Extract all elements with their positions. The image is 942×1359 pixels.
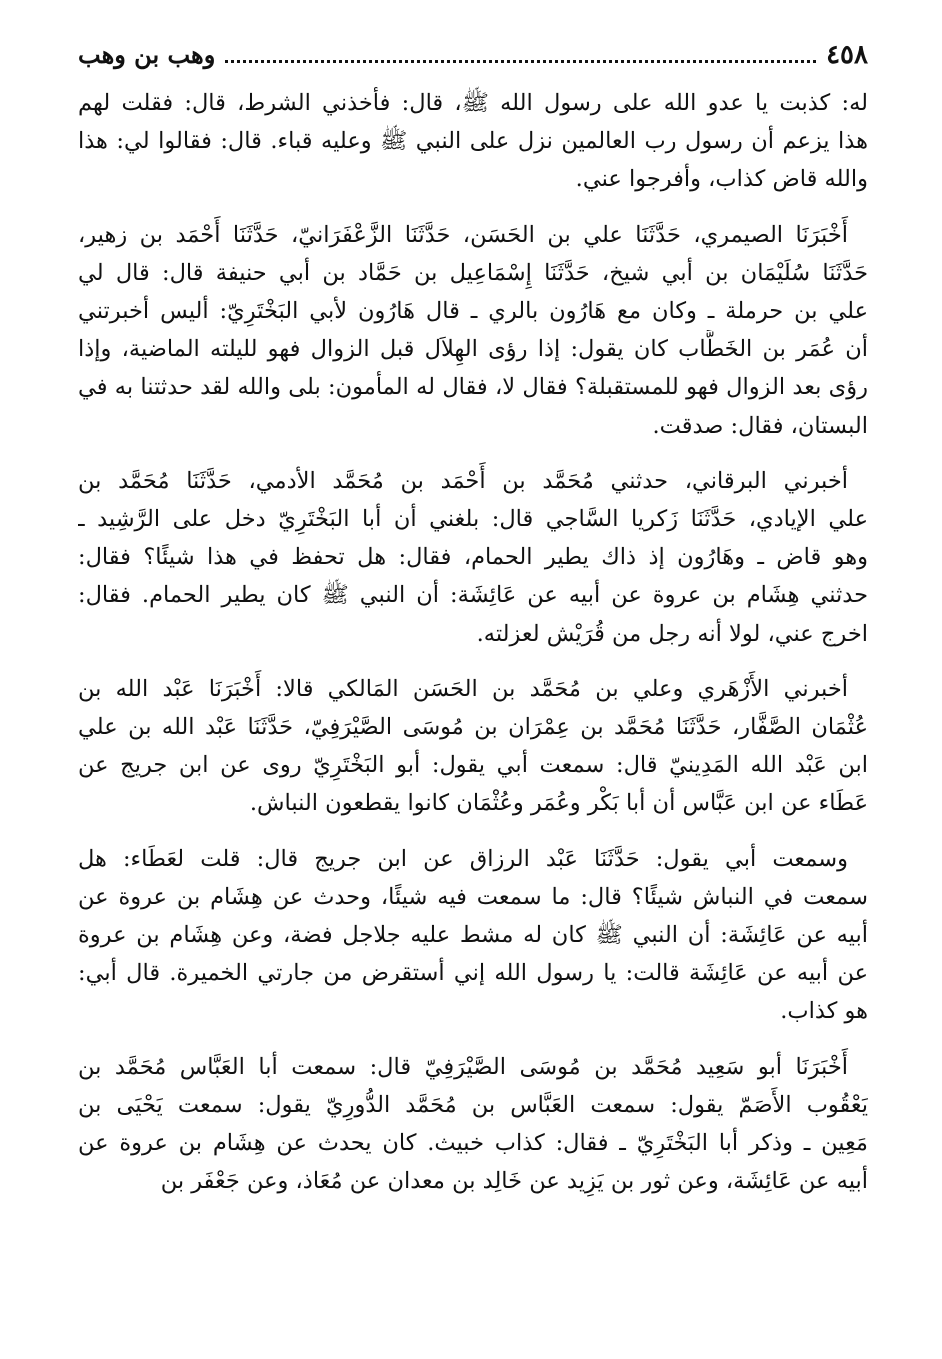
page-number: ٤٥٨: [826, 40, 868, 70]
text-line: هذا يزعم أن رسول رب العالمين نزل على النبي ﷺ وعليه قباء. قال: فقالوا لي: هذا: [78, 128, 868, 155]
text-line: أَخْبَرَنَا الصيمري، حَدَّثَنَا علي بن الحَسَن، حَدَّثَنَا الزَّعْفَرَانيّ، حَدَّثَنَا أَحْمَد بن زهير،: [78, 221, 848, 248]
text-line: عُثْمَان الصَّفَّار، حَدَّثَنَا مُحَمَّد بن عِمْرَان بن مُوسَى الصَّيْرَفِيّ، حَدَّثَنَا عَبْد الله بن علي: [78, 714, 868, 741]
text-line: والله قاض كذاب، وأفرجوا عني.: [575, 166, 868, 193]
text-line: حَدَّثَنَا سُلَيْمَان بن أبي شيخ، حَدَّثَنَا إِسْمَاعِيل بن حَمَّاد بن أبي حنيفة قال: قال لي: [78, 259, 868, 286]
text-line: علي بن حرملة ـ وكان مع هَارُون بالري ـ قال هَارُون لأبي البَخْتَرِيّ: أليس أخبرتني: [78, 298, 868, 325]
text-line: البستان، فقال: صدقت.: [652, 412, 868, 439]
text-line: علي الإيادي، حَدَّثَنَا زَكريا السَّاجي قال: بلغني أن أبا البَخْتَرِيّ دخل على الرَّشِيد ـ: [78, 506, 868, 533]
text-line: اخرج عني، لولا أنه رجل من قُرَيْش لعزلته.: [476, 620, 868, 647]
text-line: رؤى بعد الزوال فهو للمستقبلة؟ فقال لا، فقال له المأمون: بلى والله لقد حدثتنا به في: [78, 374, 868, 401]
text-line: أخبرني الأَزْهَري وعلي بن مُحَمَّد بن الحَسَن المَالكي قالا: أَخْبَرَنَا عَبْد الله بن: [78, 675, 848, 702]
text-line: ابن عَبْد الله المَدِينيّ قال: سمعت أبي يقول: أبو البَخْتَرِيّ روى عن ابن جريج عن: [78, 752, 868, 779]
text-line: أن عُمَر بن الخَطَّاب كان يقول: إذا رؤى الهِلاَل قبل الزوال فهو لليلته الماضية، وإذا: [78, 336, 868, 363]
running-title: وهب بن وهب: [78, 40, 216, 69]
text-line: سمعت في النباش شيئًا؟ قال: ما سمعت فيه شيئًا، وحدث عن هِشَام بن عروة عن: [78, 883, 868, 910]
paragraph: [78, 670, 868, 823]
text-line: هو كذاب.: [780, 998, 868, 1025]
header-dotted-leader: [225, 59, 816, 63]
text-line: أبيه عن عَائِشَة: أن النبي ﷺ كان له مشط عليه جلاجل فضة، وعن هِشَام بن عروة: [78, 922, 868, 949]
text-line: وسمعت أبي يقول: حَدَّثَنَا عَبْد الرزاق عن ابن جريج قال: قلت لعَطَاء: هل: [78, 845, 848, 872]
paragraph: [78, 216, 868, 445]
text-line: حدثني هِشَام بن عروة عن أبيه عن عَائِشَة: أن النبي ﷺ كان يطير الحمام. فقال:: [78, 582, 868, 609]
text-line: مَعِين ـ وذكر أبا البَخْتَرِيّ ـ فقال: كذاب خبيث. كان يحدث عن هِشَام بن عروة عن: [78, 1130, 868, 1157]
text-line: له: كذبت يا عدو الله على رسول الله ﷺ، قال: فأخذني الشرط، قال: فقلت لهم: [78, 90, 868, 116]
text-line: أَخْبَرَنَا أبو سَعِيد مُحَمَّد بن مُوسَى الصَّيْرَفِيّ قال: سمعت أبا العَبَّاس مُحَمَّد بن: [78, 1053, 848, 1080]
text-line: أخبرني البرقاني، حدثني مُحَمَّد بن أَحْمَد بن مُحَمَّد الأدمي، حَدَّثَنَا مُحَمَّد بن: [78, 467, 848, 494]
text-line: يَعْقُوب الأَصَمّ يقول: سمعت العَبَّاس بن مُحَمَّد الدُّورِيّ يقول: سمعت يَحْيَى بن: [78, 1091, 868, 1118]
text-line: أبيه عن عَائِشَة، وعن ثور بن يَزِيد عن خَالِد بن معدان عن مُعَاذ، وعن جَعْفَر بن: [160, 1168, 868, 1195]
body-text: [78, 84, 868, 1200]
text-line: عَطَاء عن ابن عَبَّاس أن أبا بَكْر وعُمَر وعُثْمَان كانوا يقطعون النباش.: [249, 790, 868, 817]
paragraph: [78, 462, 868, 653]
paragraph: [78, 840, 868, 1031]
page-header: [78, 40, 868, 84]
book-page: [78, 40, 868, 1217]
text-line: وهو قاض ـ وهَارُون إذ ذاك يطير الحمام، فقال: هل تحفظ في هذا شيئًا؟ فقال:: [78, 544, 868, 571]
text-line: عن أبيه عن عَائِشَة قالت: يا رسول الله إني أستقرض من جارتي الخميرة. قال أبي:: [78, 960, 868, 987]
paragraph: [78, 1048, 868, 1201]
paragraph: [78, 84, 868, 199]
